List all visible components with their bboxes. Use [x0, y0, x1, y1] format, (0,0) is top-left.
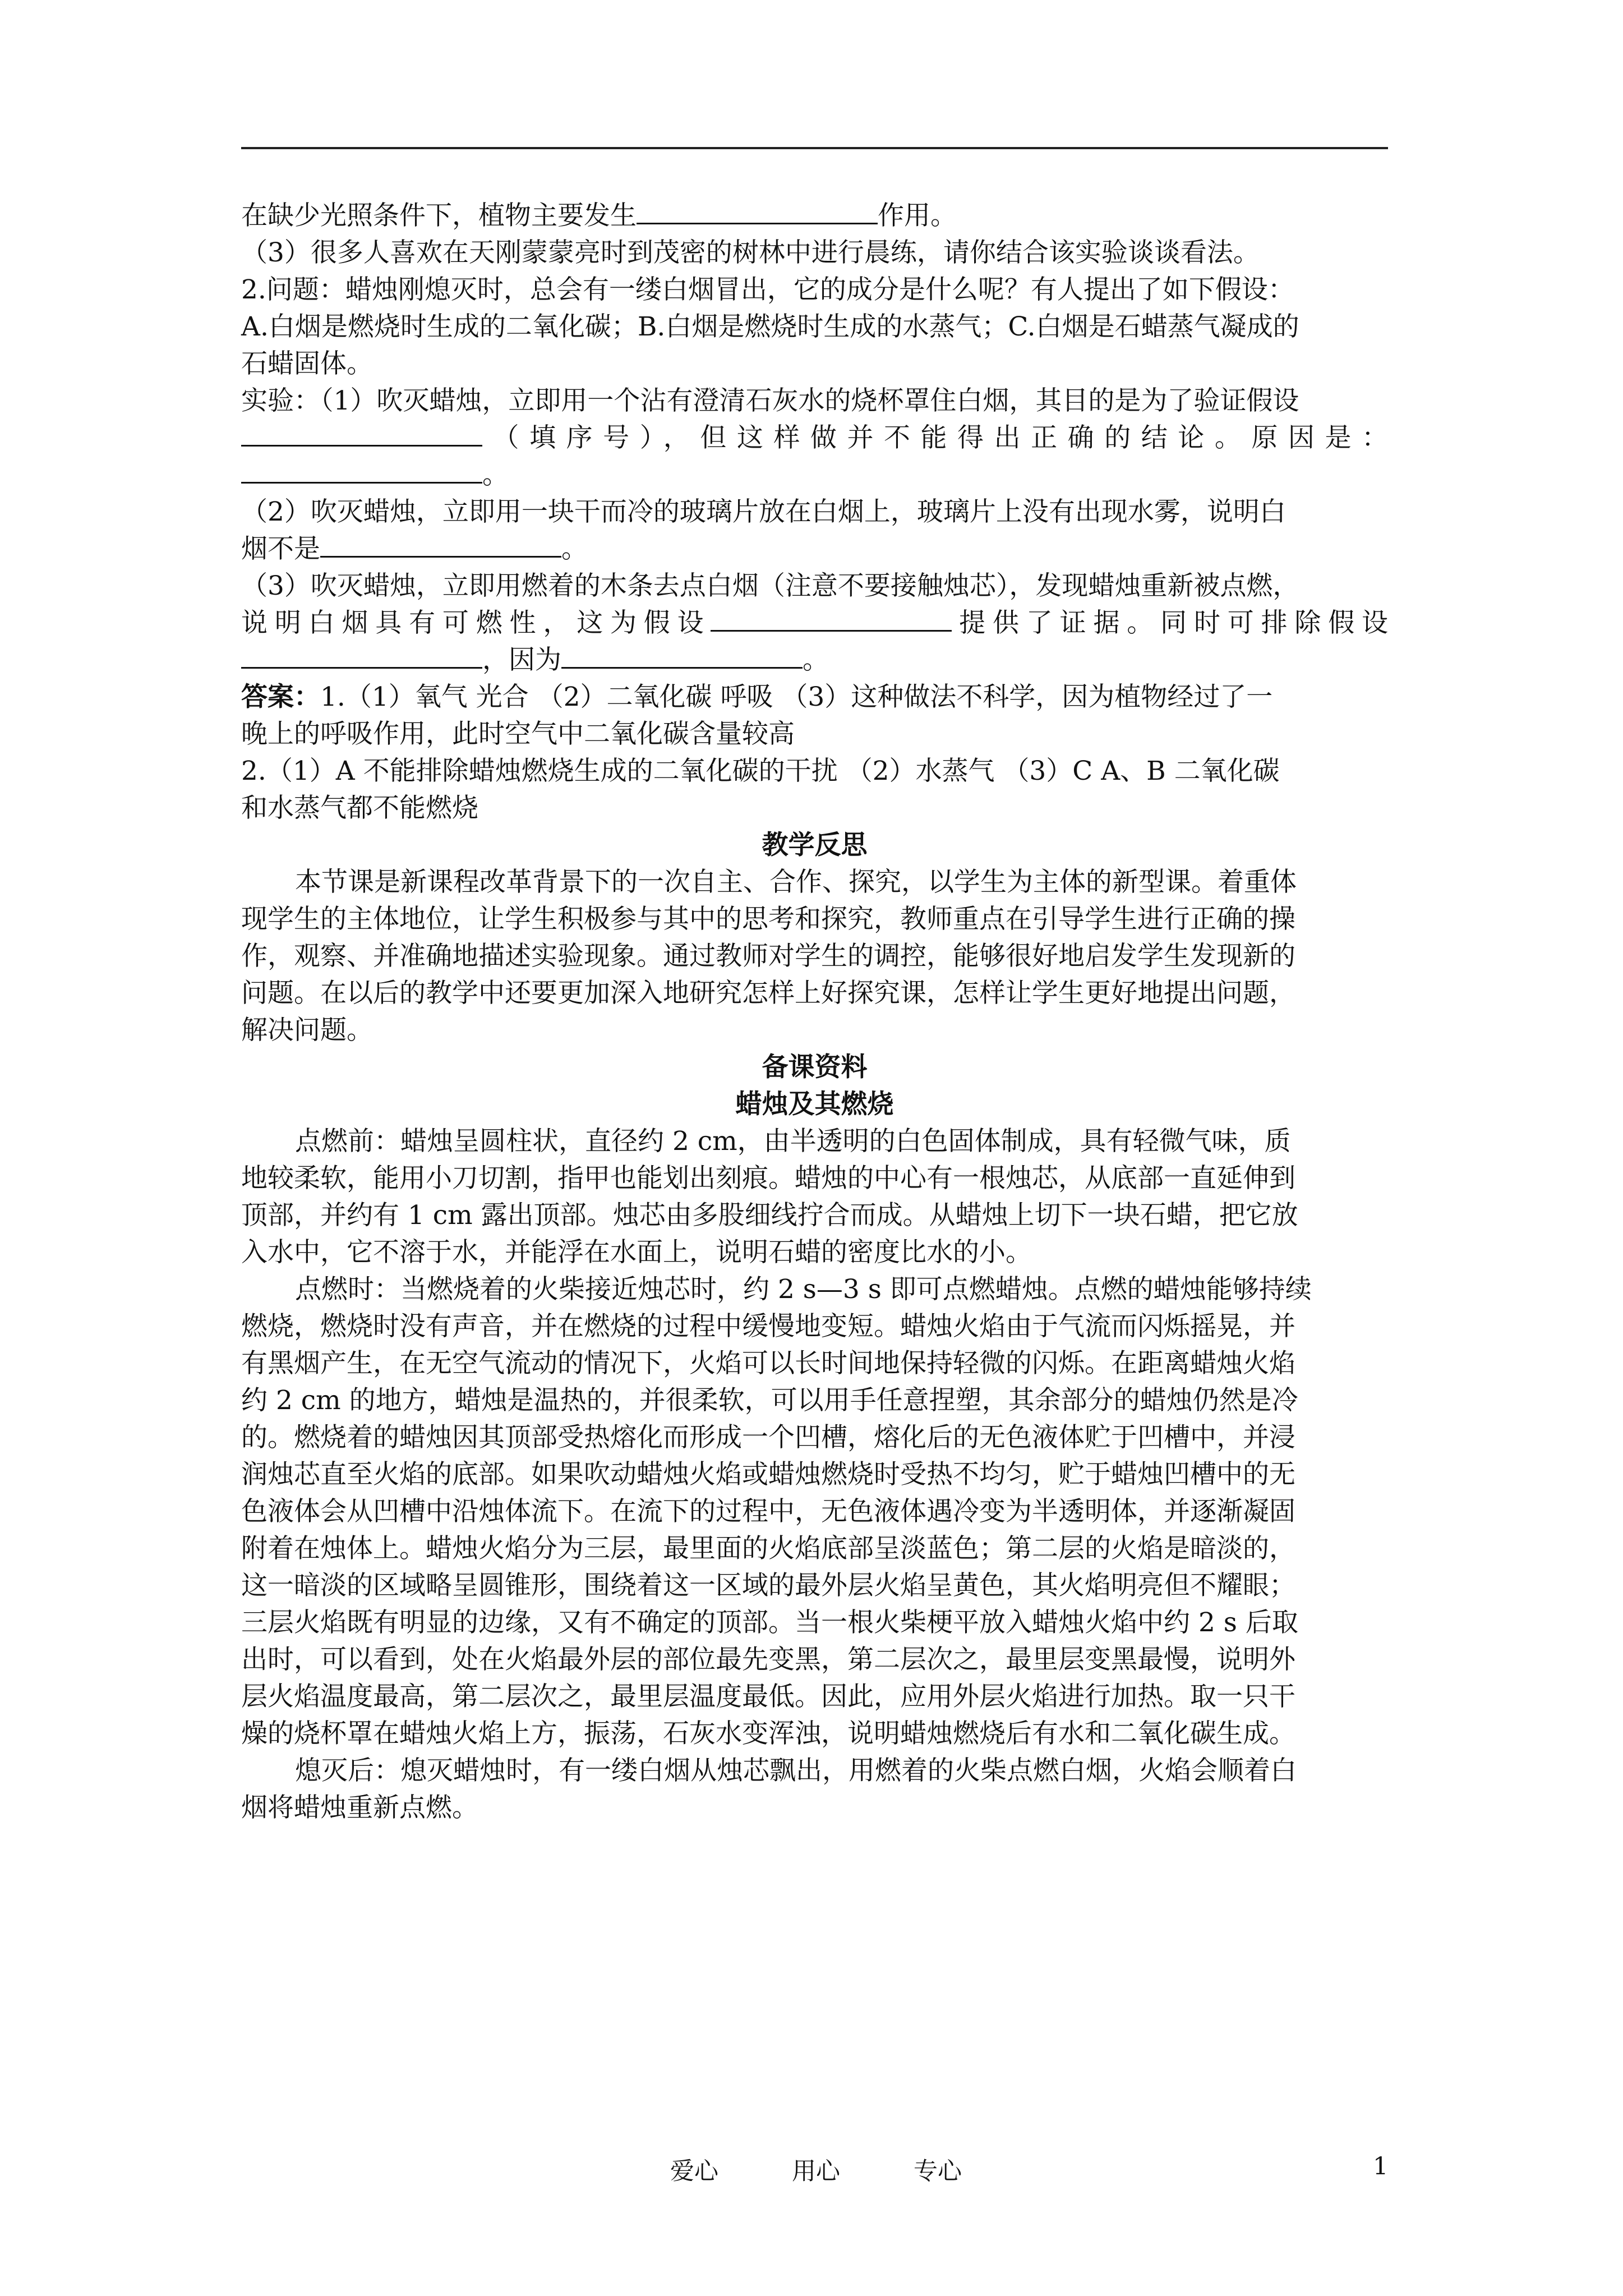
answer-blank[interactable] — [320, 531, 561, 558]
text-line: 2.问题：蜡烛刚熄灭时，总会有一缕白烟冒出，它的成分是什么呢？有人提出了如下假设： — [241, 274, 1294, 305]
text-line: 入水中，它不溶于水，并能浮在水面上，说明石蜡的密度比水的小。 — [241, 1237, 1032, 1268]
text-line: 燥的烧杯罩在蜡烛火焰上方，振荡，石灰水变浑浊，说明蜡烛燃烧后有水和二氧化碳生成。 — [241, 1718, 1295, 1749]
answer-line: 和水蒸气都不能燃烧 — [241, 793, 478, 823]
answer-blank[interactable] — [561, 642, 803, 669]
text-line: 本节课是新课程改革背景下的一次自主、合作、探究，以学生为主体的新型课。着重体 — [295, 867, 1297, 898]
text-line: 在缺少光照条件下，植物主要发生 作用。 — [241, 197, 1388, 234]
footer-motto — [670, 2152, 962, 2187]
text-line: 实验：（1）吹灭蜡烛，立即用一个沾有澄清石灰水的烧杯罩住白烟，其目的是为了验证假设 — [241, 385, 1299, 416]
footer-motto-2: 用心 — [792, 2157, 840, 2185]
text-line: A.白烟是燃烧时生成的二氧化碳；B.白烟是燃烧时生成的水蒸气；C.白烟是石蜡蒸气凝成的 — [241, 311, 1299, 342]
answer-label: 答案： — [241, 682, 320, 712]
text-line: 附着在烛体上。蜡烛火焰分为三层，最里面的火焰底部呈淡蓝色；第二层的火焰是暗淡的， — [241, 1533, 1295, 1564]
text-line: 烟将蜡烛重新点燃。 — [241, 1792, 478, 1823]
text-line: （3）很多人喜欢在天刚蒙蒙亮时到茂密的树林中进行晨练，请你结合该实验谈谈看法。 — [241, 237, 1260, 268]
page-number: 1 — [1373, 2152, 1389, 2180]
text-line: 问题。在以后的教学中还要更加深入地研究怎样上好探究课，怎样让学生更好地提出问题， — [241, 978, 1295, 1009]
text-line: 层火焰温度最高，第二层次之，最里层温度最低。因此，应用外层火焰进行加热。取一只干 — [241, 1681, 1295, 1712]
answer-blank[interactable] — [711, 605, 952, 632]
document-body — [241, 197, 1388, 1826]
text-line: （填序号），但这样做并不能得出正确的结论。原因是： — [241, 420, 1388, 457]
text-line: 三层火焰既有明显的边缘，又有不确定的顶部。当一根火柴梗平放入蜡烛火焰中约 2 s 后取 — [241, 1607, 1298, 1638]
text-line: 石蜡固体。 — [241, 348, 373, 379]
text-line: 点燃前：蜡烛呈圆柱状，直径约 2 cm，由半透明的白色固体制成，具有轻微气味，质 — [295, 1126, 1291, 1157]
text-line: 作，观察、并准确地描述实验现象。通过教师对学生的调控，能够很好地启发学生发现新的 — [241, 941, 1295, 972]
answer-line: 晚上的呼吸作用，此时空气中二氧化碳含量较高 — [241, 719, 795, 749]
answer-blank[interactable] — [241, 642, 482, 669]
text-line: 这一暗淡的区域略呈圆锥形，围绕着这一区域的最外层火焰呈黄色，其火焰明亮但不耀眼； — [241, 1570, 1295, 1601]
answer-blank[interactable] — [637, 198, 878, 224]
text-line: 出时，可以看到，处在火焰最外层的部位最先变黑，第二层次之，最里层变黑最慢，说明外 — [241, 1644, 1295, 1675]
text-line: 的。燃烧着的蜡烛因其顶部受热熔化而形成一个凹槽，熔化后的无色液体贮于凹槽中，并浸 — [241, 1422, 1295, 1453]
text-line: 润烛芯直至火焰的底部。如果吹动蜡烛火焰或蜡烛燃烧时受热不均匀，贮于蜡烛凹槽中的无 — [241, 1459, 1295, 1490]
text-line: 说明白烟具有可燃性，这为假设 提供了证据。同时可排除假设 — [241, 605, 1388, 642]
header-rule — [241, 147, 1388, 149]
footer-motto-3: 专心 — [914, 2157, 962, 2185]
text-line: 熄灭后：熄灭蜡烛时，有一缕白烟从烛芯飘出，用燃着的火柴点燃白烟，火焰会顺着白 — [295, 1755, 1297, 1786]
answer-line: 2.（1）A 不能排除蜡烛燃烧生成的二氧化碳的干扰 （2）水蒸气 （3）C A、B 二氧化碳 — [241, 756, 1280, 786]
answer-blank[interactable] — [241, 420, 482, 447]
text-line: ，因为 。 — [241, 642, 1388, 679]
text-line: 。 — [241, 457, 1388, 494]
text-line: 色液体会从凹槽中沿烛体流下。在流下的过程中，无色液体遇冷变为半透明体，并逐渐凝固 — [241, 1496, 1295, 1527]
text-line: 烟不是 。 — [241, 531, 1388, 568]
section-heading-candle: 蜡烛及其燃烧 — [735, 1089, 894, 1120]
section-heading-materials: 备课资料 — [762, 1052, 868, 1083]
text-line: 燃烧，燃烧时没有声音，并在燃烧的过程中缓慢地变短。蜡烛火焰由于气流而闪烁摇晃，并 — [241, 1311, 1295, 1342]
text-line: 地较柔软，能用小刀切割，指甲也能划出刻痕。蜡烛的中心有一根烛芯，从底部一直延伸到 — [241, 1163, 1295, 1194]
text-line: 解决问题。 — [241, 1015, 373, 1046]
footer-motto-1: 爱心 — [670, 2157, 718, 2185]
text-line: （3）吹灭蜡烛，立即用燃着的木条去点白烟（注意不要接触烛芯），发现蜡烛重新被点燃， — [241, 570, 1299, 601]
text-line: 约 2 cm 的地方，蜡烛是温热的，并很柔软，可以用手任意捏塑，其余部分的蜡烛仍然是冷 — [241, 1385, 1298, 1416]
section-heading-reflection: 教学反思 — [762, 830, 868, 861]
text-line: 现学生的主体地位，让学生积极参与其中的思考和探究，教师重点在引导学生进行正确的操 — [241, 904, 1295, 935]
text-line: 点燃时：当燃烧着的火柴接近烛芯时，约 2 s—3 s 即可点燃蜡烛。点燃的蜡烛能够持续 — [295, 1274, 1312, 1305]
text-line: （2）吹灭蜡烛，立即用一块干而冷的玻璃片放在白烟上，玻璃片上没有出现水雾，说明白 — [241, 496, 1286, 527]
answer-blank[interactable] — [241, 457, 482, 484]
answer-line: 答案：1.（1）氧气 光合 （2）二氧化碳 呼吸 （3）这种做法不科学，因为植物经过了一 — [241, 682, 1273, 712]
text-line: 顶部，并约有 1 cm 露出顶部。烛芯由多股细线拧合而成。从蜡烛上切下一块石蜡，把它放 — [241, 1200, 1298, 1231]
text-line: 有黑烟产生，在无空气流动的情况下，火焰可以长时间地保持轻微的闪烁。在距离蜡烛火焰 — [241, 1348, 1295, 1379]
